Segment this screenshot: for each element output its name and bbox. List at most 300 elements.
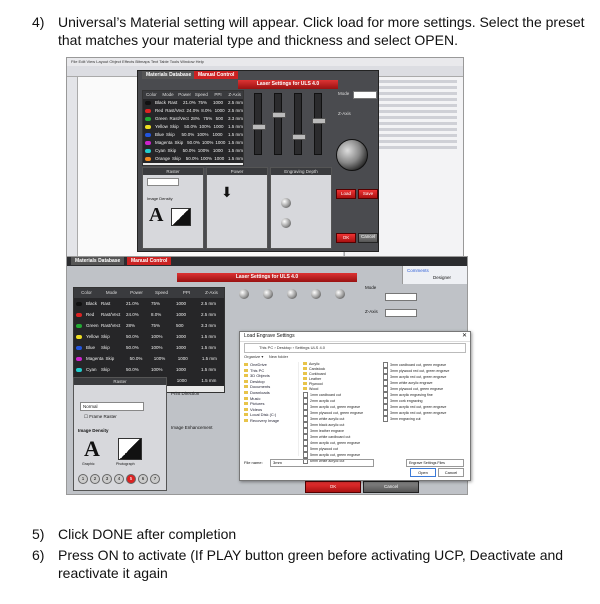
row-mode: Rast [101,301,111,306]
row-name: Blue [86,345,96,350]
col-power: Power [178,92,192,97]
row-name: Red [86,312,95,317]
color-swatch-icon [145,101,151,105]
folder-icon [244,385,248,388]
row-ppi: 1000 [214,156,225,161]
color-swatch-icon [145,125,151,129]
graphic-label: Graphic [82,462,95,466]
zaxis-knob-icon[interactable] [311,289,321,299]
density-step[interactable]: 7 [150,474,160,484]
step-6-number: 6) [32,547,45,563]
row-power: 50.0% [126,345,139,350]
tab-materials-database-2[interactable]: Materials Database [71,257,124,265]
load-settings-dialog [239,331,471,481]
file-item-label: 5mm plywood cut [310,446,338,451]
row-speed: 100% [197,148,210,153]
density-step[interactable]: 6 [138,474,148,484]
row-mode: Skip [166,132,175,137]
row-name: Orange [155,156,171,161]
nav-item-label: OneDrive [250,362,267,367]
file-item-label: 2mm acrylic cut [310,398,335,403]
folder-icon [303,372,307,375]
file-item-label: 3mm white acrylic engrave [390,380,433,385]
material-2-row[interactable] [74,320,224,331]
mode-label: Mode [338,91,350,96]
folder-icon [303,362,307,365]
row-z: 1.5 mm [228,132,244,137]
row-power: 28% [190,116,200,121]
row-ppi: 1000 [212,132,223,137]
material-2-row[interactable] [74,342,224,353]
file-item-label: 6mm white acrylic cut [310,458,345,463]
folder-item-label: Corkboard [309,372,326,376]
file-column-1 [303,362,393,464]
raster-caption-2: Raster [74,378,166,385]
row-z: 1.5 mm [227,156,243,161]
row-name: Yellow [86,334,99,339]
file-item-label: 3mm acrylic engraving fine [390,392,433,397]
row-color-cell [74,320,99,331]
material-row[interactable] [143,147,243,155]
nav-item-label: Pictures [250,401,265,407]
row-z: 1.5 mm [201,334,217,339]
row-speed: 75% [151,301,161,306]
row-mode: Rast/Vect [101,323,121,328]
row-power: 50.0% [184,124,198,129]
dialog-commandbar [244,353,466,360]
row-name: Blue [155,132,165,137]
row-z: 2.5 mm [228,100,244,105]
row-name: Yellow [155,124,168,129]
ppi-slider[interactable] [294,93,302,155]
mode-select-2[interactable] [385,293,417,301]
col-color: Color [145,92,157,97]
row-z: 1.5 mm [228,148,244,153]
open-button[interactable]: Open [410,468,436,477]
row-color-cell [74,331,99,342]
step-6-text: Press ON to activate (If PLAY button green before activating UCP, Deactivate and reactivate it again [58,547,564,581]
folder-icon [303,382,307,385]
zaxis-label-2: Z-Axis [365,309,378,314]
power-panel [206,167,268,249]
col-zaxis-2: Z-Axis [205,290,218,295]
graphic-icon-2: A [84,436,100,461]
color-swatch-icon [76,357,82,361]
cancel-button[interactable]: Cancel [358,233,378,243]
density-step[interactable]: 1 [78,474,88,484]
raster-type-select[interactable] [147,178,179,186]
graphic-icon: A [149,204,164,226]
color-swatch-icon [145,141,151,145]
file-item-label: 5mm acrylic cut, green engrave [310,452,361,457]
row-power: 28% [126,323,136,328]
folder-icon [244,369,248,372]
nav-item[interactable] [244,418,294,424]
organize-button[interactable]: Organize ▾ [244,354,264,359]
row-z: 1.5 mm [227,140,243,145]
col-ppi: PPI [214,92,222,97]
row-color-cell [143,115,168,123]
address-bar[interactable]: This PC › Desktop › Settings ULS 4.0 [244,343,466,353]
row-ppi: 1000 [215,140,226,145]
row-name: Cyan [86,367,97,372]
row-name: Black [155,100,167,105]
ucp-window [137,70,379,252]
row-mode: Skip [167,148,177,153]
power-knob-icon[interactable] [239,289,249,299]
row-z: 2.5 mm [201,301,217,306]
nav-item-label: Music [250,395,261,401]
power-slider[interactable] [254,93,262,155]
tab-manual-control[interactable]: Manual Control [194,71,238,79]
row-ppi: 1000 [176,378,187,383]
row-mode: Rast/Vect [169,116,189,121]
row-mode: Skip [101,345,110,350]
file-item-label: 3mm cardboard cut, green engrave [390,362,447,367]
folder-icon [244,419,248,422]
row-speed: 8.0% [201,108,212,113]
folder-item-label: Cardstock [309,367,326,371]
material-2-row[interactable] [74,364,224,375]
folder-icon [244,402,248,405]
file-item-label: 3mm acrylic red cut, green engrave [390,374,447,379]
material-table [142,90,244,166]
row-z: 2.5 mm [201,312,217,317]
row-speed: 100% [197,132,209,137]
load-button[interactable]: Load [336,189,356,199]
zaxis-label: Z-Axis [338,111,351,116]
row-color-cell [143,147,166,155]
frame-raster-label: Frame Raster [89,414,117,419]
color-swatch-icon [76,335,82,339]
nav-item-label: Documents [250,384,271,390]
photograph-icon-2 [118,438,142,460]
nav-item-label: This PC [250,367,265,373]
print-direction-label: Print Direction [171,391,200,396]
row-power: 21.0% [126,301,139,306]
folder-icon [303,377,307,380]
material-2-row[interactable] [74,331,224,342]
row-ppi: 500 [176,323,184,328]
col-speed: Speed [194,92,208,97]
row-color-cell [74,298,99,309]
engraving-depth-caption: Engraving Depth [271,168,331,175]
color-swatch-icon [76,368,82,372]
folder-icon [303,367,307,370]
row-power: 50.0% [126,334,139,339]
row-speed: 100% [199,124,211,129]
photograph-icon [171,208,191,226]
photograph-label: Photograph [116,462,135,466]
nav-item-label: Local Disk (C:) [250,412,277,418]
row-ppi: 1000 [214,108,225,113]
ucp-title: Laser Settings for ULS 4.0 [238,80,338,89]
row-speed: 75% [151,323,161,328]
row-color-cell [143,155,170,163]
row-power: 50.0% [185,156,199,161]
image-density-label-2: Image Density [78,428,109,433]
folder-item-label: Wood [309,387,319,391]
col-speed-2: Speed [154,290,168,295]
extra-knob-icon[interactable] [335,289,345,299]
folder-icon [244,374,248,377]
row-speed: 75% [198,100,208,105]
nav-item-label: 3D Objects [250,373,270,379]
folder-icon [244,391,248,394]
folder-icon [303,387,307,390]
file-item-label: 3mm plywood cut, green engrave [310,410,364,415]
row-color-cell [143,139,173,147]
row-mode: Skip [101,367,110,372]
screenshot-load-settings [66,256,468,495]
density-step[interactable]: 5 [126,474,136,484]
material-row[interactable] [143,99,243,107]
col-color-2: Color [81,290,92,295]
engraving-depth-panel [270,167,332,249]
row-z: 1.5 mm [201,345,217,350]
material-row[interactable] [143,107,243,115]
comments-tab[interactable]: Comments [407,268,429,273]
row-power: 50.0% [182,148,196,153]
row-name: Red [155,108,164,113]
zaxis-slider[interactable] [314,93,322,155]
col-mode-2: Mode [105,290,118,295]
zaxis-field-2[interactable] [385,309,417,317]
depth-knob-icon[interactable] [281,198,291,208]
row-name: Green [86,323,99,328]
step-4-text: Universal’s Material setting will appear. Click load for more settings. Select the preset that matches your material type and thickness and select OPEN. [58,14,585,48]
file-item-label: 3mm acrylic red cut, green engrave [390,410,447,415]
file-item-label: 3mm plywood red cut, green engrave [390,368,450,373]
row-ppi: 1000 [176,312,187,317]
speed-knob-icon[interactable] [263,289,273,299]
density-step[interactable]: 3 [102,474,112,484]
row-color-cell [74,309,99,320]
material-table-header [143,91,243,99]
row-ppi: 1000 [176,334,187,339]
row-speed: 100% [151,334,163,339]
row-z: 1.5 mm [201,356,217,361]
tab-materials-database[interactable]: Materials Database [142,71,195,79]
raster-panel-caption: Raster [143,168,203,175]
folder-icon [244,413,248,416]
row-color-cell [74,342,99,353]
color-swatch-icon [76,302,82,306]
corel-menubar: File Edit View Layout Object Effects Bitmaps Text Table Tools Window Help [67,58,463,66]
nav-pane [244,362,294,456]
row-power: 24.0% [186,108,200,113]
material-row[interactable] [143,131,243,139]
file-item-label: 3mm cork engraving [390,398,423,403]
nav-item-label: Desktop [250,378,265,384]
material-rows [143,99,243,163]
row-speed: 100% [153,356,166,361]
material-row[interactable] [143,139,243,147]
row-speed: 75% [203,116,213,121]
row-z: 3.3 mm [228,116,244,121]
density-step[interactable]: 2 [90,474,100,484]
speed-slider[interactable] [274,93,282,155]
density-stepper[interactable] [78,474,162,484]
row-name: Green [155,116,168,121]
col-zaxis: Z-Axis [228,92,242,97]
color-swatch-icon [76,346,82,350]
row-mode: Rast/Vect [101,312,121,317]
row-ppi: 500 [215,116,224,121]
cancel-button-2[interactable]: Cancel [363,481,419,493]
close-icon[interactable]: ✕ [461,333,467,339]
row-mode: Skip [174,140,184,145]
color-swatch-icon [145,149,151,153]
row-speed: 100% [201,140,214,145]
file-column-2 [383,362,473,422]
filetype-select[interactable]: Engrave Settings Files [406,459,464,467]
row-name: Magenta [155,140,173,145]
col-ppi-2: PPI [182,290,191,295]
raster-panel-2 [73,377,167,491]
row-ppi: 1000 [212,148,223,153]
row-z: 2.5 mm [227,108,243,113]
nav-item-label: Downloads [250,389,270,395]
row-power: 50.0% [187,140,200,145]
depth-knob-2-icon[interactable] [281,218,291,228]
file-item-label: 3mm acrylic cut, green engrave [310,404,361,409]
step-4-number: 4) [32,14,45,30]
file-item-label: 3mm acrylic red cut, green engrave [390,404,447,409]
color-swatch-icon [145,109,151,113]
nav-item-label: Videos [250,406,263,412]
color-swatch-icon [76,324,82,328]
ok-button[interactable]: OK [336,233,356,243]
row-mode: Skip [101,334,110,339]
row-power: 24.0% [126,312,139,317]
file-item-label: 4mm acrylic cut, green engrave [310,440,361,445]
row-mode: Rast/Vect [165,108,185,113]
row-name: Cyan [155,148,166,153]
material-row[interactable] [143,123,243,131]
row-color-cell [143,107,163,115]
folder-icon [244,408,248,411]
row-z: 1.5 mm [201,378,217,383]
file-item-label: 3mm black acrylic cut [310,422,345,427]
material-table-header-2 [74,288,224,298]
row-speed: 100% [151,345,163,350]
row-mode: Skip [105,356,115,361]
row-name: Black [86,301,98,306]
setting-sliders [250,93,330,163]
color-swatch-icon [76,313,82,317]
frame-raster-checkbox[interactable]: ☐ Frame Raster [84,414,117,419]
row-mode: Rast [168,100,178,105]
material-row[interactable] [143,115,243,123]
col-power-2: Power [130,290,143,295]
row-color-cell [143,123,168,131]
raster-normal-select[interactable]: Normal [80,402,144,411]
row-ppi: 1000 [213,100,224,105]
ok-button-2[interactable]: OK [305,481,361,493]
row-speed: 100% [200,156,213,161]
density-step[interactable]: 4 [114,474,124,484]
filename-input[interactable]: 3mm [270,459,374,467]
step-5-number: 5) [32,526,45,542]
row-power: 50.0% [126,367,139,372]
screenshot-material-settings [66,57,464,264]
save-button[interactable]: Save [358,189,378,199]
col-mode: Mode [162,92,174,97]
row-mode: Skip [172,156,181,161]
comments-pane [402,266,467,284]
material-2-row[interactable] [74,353,224,364]
zoom-ball-icon[interactable] [336,139,368,171]
row-speed: 100% [151,367,163,372]
designer-label: Designer [433,275,452,280]
dialog-title: Load Engrave Settings [240,332,470,342]
file-item-label: 3mm leather engrave [310,428,344,433]
folder-item-label: Leather [309,377,322,381]
mode-label-2: Mode [365,285,377,290]
dialog-cancel-button[interactable]: Cancel [438,468,464,477]
row-z: 1.5 mm [201,367,217,372]
row-color-cell [143,131,164,139]
folder-icon [244,363,248,366]
power-panel-caption: Power [207,168,267,175]
file-item-label: 1mm cardboard cut [310,392,341,397]
file-item-label: 3mm white cardboard cut [310,434,351,439]
color-swatch-icon [145,157,151,161]
row-z: 3.3 mm [201,323,217,328]
file-item[interactable] [383,416,473,422]
row-mode: Skip [169,124,179,129]
material-2-row[interactable] [74,298,224,309]
setting-sliders-2 [235,289,355,329]
file-item-label: 3mm plywood cut, green engrave [390,386,444,391]
mode-select[interactable] [353,91,377,99]
material-row[interactable] [143,155,243,163]
row-ppi: 1000 [176,345,187,350]
row-speed: 8.0% [151,312,162,317]
nav-item-label: Recovery Image [250,417,280,423]
ucp-tabbar [67,257,467,266]
file-icon [383,416,388,422]
folder-icon [244,380,248,383]
image-enhancement-label: Image Enhancement [171,425,213,430]
row-color-cell [143,99,166,107]
tab-manual-control-2[interactable]: Manual Control [127,257,171,265]
material-2-row[interactable] [74,309,224,320]
step-5-text: Click DONE after completion [58,526,237,542]
print-direction-arrow-icon[interactable]: ⬇ [221,184,233,200]
row-name: Magenta [86,356,104,361]
row-color-cell [74,364,99,375]
row-power: 21.0% [183,100,196,105]
folder-icon [244,397,248,400]
raster-panel [142,167,204,249]
material-rows-2 [74,298,224,386]
row-color-cell [74,353,104,364]
filename-label: File name: [244,460,263,465]
row-z: 1.5 mm [227,124,243,129]
file-item-label: 3mm engraving cut [390,416,421,421]
row-ppi: 1000 [213,124,224,129]
new-folder-button[interactable]: New folder [268,354,289,359]
folder-item-label: Plywood [309,382,323,386]
folder-item-label: Acrylic [309,362,320,366]
image-density-label: Image Density [147,196,173,201]
ucp-title-2: Laser Settings for ULS 4.0 [177,273,357,282]
row-ppi: 1000 [176,367,187,372]
row-power: 50.0% [129,356,143,361]
ppi-knob-icon[interactable] [287,289,297,299]
